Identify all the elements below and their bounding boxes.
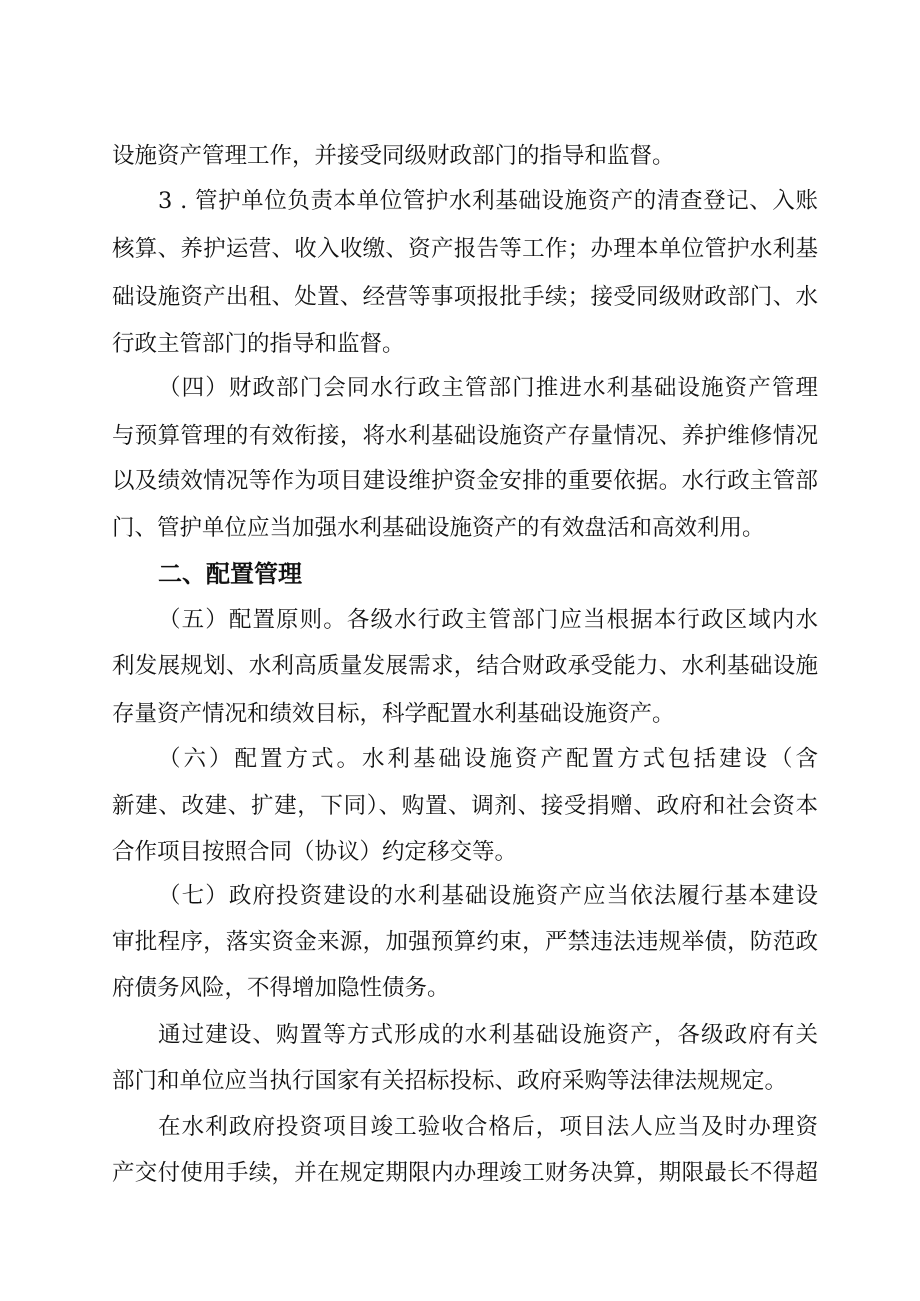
body-line: 设施资产管理工作，并接受同级财政部门的指导和监督。 <box>112 143 675 169</box>
body-line: （六）配置方式。水利基础设施资产配置方式包括建设（含 <box>158 746 818 772</box>
body-line: 在水利政府投资项目竣工验收合格后，项目法人应当及时办理资 <box>158 1114 818 1140</box>
body-line: 以及绩效情况等作为项目建设维护资金安排的重要依据。水行政主管部 <box>112 468 818 494</box>
body-line: 利发展规划、水利高质量发展需求，结合财政承受能力、水利基础设施 <box>112 653 818 679</box>
body-line: 部门和单位应当执行国家有关招标投标、政府采购等法律法规规定。 <box>112 1068 788 1094</box>
body-line: 产交付使用手续，并在规定期限内办理竣工财务决算，期限最长不得超 <box>112 1160 818 1186</box>
body-line: 3 . 管护单位负责本单位管护水利基础设施资产的清查登记、入账 <box>158 188 818 214</box>
body-line: 础设施资产出租、处置、经营等事项报批手续；接受同级财政部门、水 <box>112 284 818 310</box>
body-line: 门、管护单位应当加强水利基础设施资产的有效盘活和高效利用。 <box>112 515 765 541</box>
body-line: 审批程序，落实资金来源，加强预算约束，严禁违法违规举债，防范政 <box>112 929 818 955</box>
body-line: 通过建设、购置等方式形成的水利基础设施资产，各级政府有关 <box>158 1022 818 1048</box>
body-line: 与预算管理的有效衔接，将水利基础设施资产存量情况、养护维修情况 <box>112 423 818 449</box>
body-line: 行政主管部门的指导和监督。 <box>112 331 405 357</box>
body-line: 核算、养护运营、收入收缴、资产报告等工作；办理本单位管护水利基 <box>112 236 818 262</box>
body-line: （四）财政部门会同水行政主管部门推进水利基础设施资产管理 <box>158 375 818 401</box>
body-line: 府债务风险，不得增加隐性债务。 <box>112 975 450 1001</box>
body-line: （五）配置原则。各级水行政主管部门应当根据本行政区域内水 <box>158 607 818 633</box>
body-line: （七）政府投资建设的水利基础设施资产应当依法履行基本建设 <box>158 883 818 909</box>
section-heading: 二、配置管理 <box>158 560 302 588</box>
body-line: 存量资产情况和绩效目标，科学配置水利基础设施资产。 <box>112 701 675 727</box>
body-line: 合作项目按照合同（协议）约定移交等。 <box>112 839 518 865</box>
body-line: 新建、改建、扩建，下同）、购置、调剂、接受捐赠、政府和社会资本 <box>112 793 818 819</box>
